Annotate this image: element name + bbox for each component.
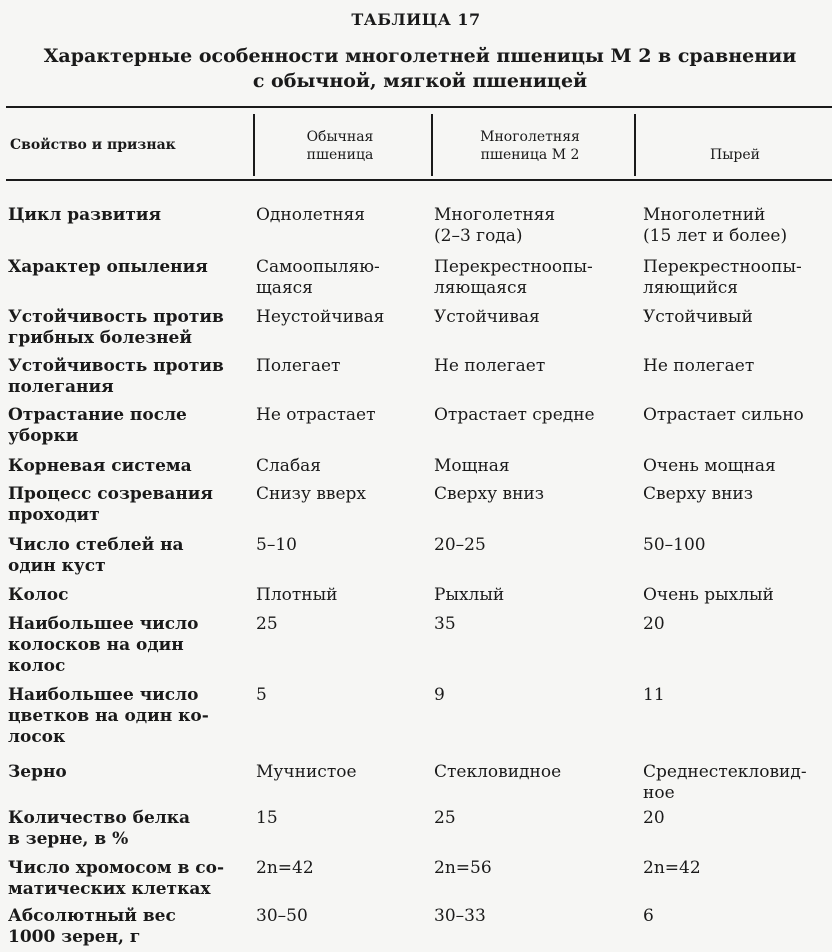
property-cell: Число стеблей на один куст xyxy=(8,535,184,576)
header-top-rule xyxy=(6,106,832,108)
header-property: Свойство и признак xyxy=(10,137,176,153)
common-wheat-cell: 30–50 xyxy=(256,906,308,926)
common-wheat-cell: Снизу вверх xyxy=(256,484,367,504)
property-cell: Абсолютный вес 1000 зерен, г xyxy=(8,906,176,947)
property-cell: Цикл развития xyxy=(8,205,162,225)
couch-grass-cell: Перекрестноопы- ляющийся xyxy=(643,257,802,298)
property-cell: Наибольшее число колосков на один колос xyxy=(8,614,199,676)
perennial-wheat-cell: 35 xyxy=(434,614,456,634)
table-label: ТАБЛИЦА 17 xyxy=(351,10,481,29)
couch-grass-cell: Устойчивый xyxy=(643,307,753,327)
property-cell: Зерно xyxy=(8,762,67,782)
perennial-wheat-cell: 30–33 xyxy=(434,906,486,926)
common-wheat-cell: Слабая xyxy=(256,456,322,476)
perennial-wheat-cell: Многолетняя (2–3 года) xyxy=(434,205,556,246)
property-cell: Устойчивость против полегания xyxy=(8,356,224,397)
property-cell: Характер опыления xyxy=(8,257,208,277)
common-wheat-cell: Не отрастает xyxy=(256,405,376,425)
property-cell: Количество белка в зерне, в % xyxy=(8,808,191,849)
header-common-wheat: Обычная пшеница xyxy=(306,129,374,163)
couch-grass-cell: Среднестекловид- ное xyxy=(643,762,807,803)
property-cell: Колос xyxy=(8,585,69,605)
perennial-wheat-cell: Отрастает средне xyxy=(434,405,595,425)
couch-grass-cell: Многолетний (15 лет и более) xyxy=(643,205,788,246)
couch-grass-cell: Сверху вниз xyxy=(643,484,754,504)
common-wheat-cell: 15 xyxy=(256,808,278,828)
perennial-wheat-cell: 25 xyxy=(434,808,456,828)
couch-grass-cell: 20 xyxy=(643,808,665,828)
couch-grass-cell: Не полегает xyxy=(643,356,755,376)
perennial-wheat-cell: 20–25 xyxy=(434,535,486,555)
couch-grass-cell: 50–100 xyxy=(643,535,706,555)
couch-grass-cell: 11 xyxy=(643,685,665,705)
perennial-wheat-cell: Стекловидное xyxy=(434,762,562,782)
property-cell: Наибольшее число цветков на один ко- лосок xyxy=(8,685,209,747)
perennial-wheat-cell: Рыхлый xyxy=(434,585,505,605)
common-wheat-cell: Неустойчивая xyxy=(256,307,385,327)
common-wheat-cell: Самоопыляю- щаяся xyxy=(256,257,380,298)
couch-grass-cell: 6 xyxy=(643,906,654,926)
property-cell: Устойчивость против грибных болезней xyxy=(8,307,224,348)
common-wheat-cell: 5–10 xyxy=(256,535,297,555)
table-title: Характерные особенности многолетней пшеницы М 2 в сравнении с обычной, мягкой пшеницей xyxy=(43,45,797,92)
perennial-wheat-cell: Перекрестноопы- ляющаяся xyxy=(434,257,593,298)
column-divider xyxy=(634,114,636,176)
perennial-wheat-cell: 2n=56 xyxy=(434,858,492,878)
couch-grass-cell: Отрастает сильно xyxy=(643,405,804,425)
property-cell: Отрастание после уборки xyxy=(8,405,187,446)
perennial-wheat-cell: Устойчивая xyxy=(434,307,540,327)
perennial-wheat-cell: Мощная xyxy=(434,456,510,476)
header-bottom-rule xyxy=(6,179,832,181)
column-divider xyxy=(253,114,255,176)
common-wheat-cell: Мучнистое xyxy=(256,762,357,782)
common-wheat-cell: 25 xyxy=(256,614,278,634)
property-cell: Число хромосом в со- матических клетках xyxy=(8,858,225,899)
couch-grass-cell: 2n=42 xyxy=(643,858,701,878)
header-couch-grass: Пырей xyxy=(710,147,760,163)
column-divider xyxy=(431,114,433,176)
perennial-wheat-cell: 9 xyxy=(434,685,445,705)
common-wheat-cell: 2n=42 xyxy=(256,858,314,878)
common-wheat-cell: Полегает xyxy=(256,356,341,376)
perennial-wheat-cell: Сверху вниз xyxy=(434,484,545,504)
common-wheat-cell: Однолетняя xyxy=(256,205,366,225)
common-wheat-cell: Плотный xyxy=(256,585,338,605)
couch-grass-cell: Очень мощная xyxy=(643,456,776,476)
common-wheat-cell: 5 xyxy=(256,685,267,705)
property-cell: Процесс созревания проходит xyxy=(8,484,213,525)
couch-grass-cell: Очень рыхлый xyxy=(643,585,774,605)
header-perennial-wheat: Многолетняя пшеница М 2 xyxy=(480,129,580,163)
property-cell: Корневая система xyxy=(8,456,192,476)
couch-grass-cell: 20 xyxy=(643,614,665,634)
perennial-wheat-cell: Не полегает xyxy=(434,356,546,376)
